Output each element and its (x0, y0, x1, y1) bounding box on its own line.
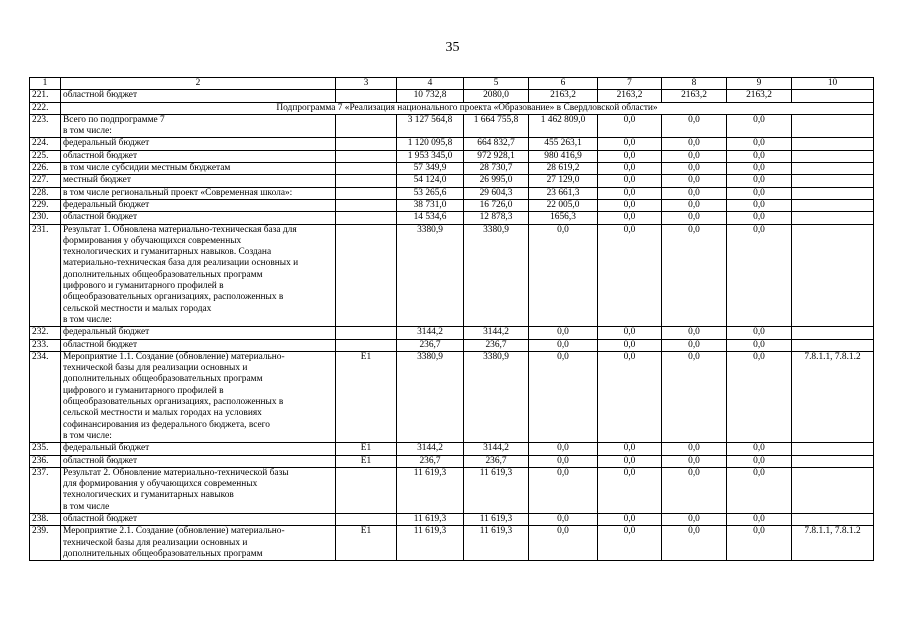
row-name: Результат 2. Обновление материально-технической базы для формирования у обучающихся современных технологических и гуманитарных навыков в том числе (61, 467, 336, 513)
value-cell: 28 619,2 (529, 163, 598, 175)
value-cell: 3380,9 (397, 224, 464, 327)
row-code (336, 114, 397, 138)
row-code: E1 (336, 455, 397, 467)
header-cell: 7 (598, 78, 662, 90)
row-number: 223. (30, 114, 61, 138)
value-cell: 0,0 (529, 467, 598, 513)
row-reference (792, 163, 874, 175)
row-number: 231. (30, 224, 61, 327)
value-cell: 0,0 (598, 212, 662, 224)
row-code (336, 150, 397, 162)
row-name: Мероприятие 2.1. Создание (обновление) материально- технической базы для реализации основных и дополнительных общеобразовательных программ (61, 526, 336, 561)
value-cell: 0,0 (598, 443, 662, 455)
row-name: областной бюджет (61, 150, 336, 162)
row-code (336, 224, 397, 327)
row-number: 235. (30, 443, 61, 455)
row-code (336, 212, 397, 224)
row-number: 237. (30, 467, 61, 513)
value-cell: 2163,2 (727, 90, 792, 102)
value-cell: 0,0 (662, 224, 727, 327)
value-cell: 16 726,0 (464, 199, 529, 211)
row-name: местный бюджет (61, 175, 336, 187)
value-cell: 664 832,7 (464, 138, 529, 150)
header-cell: 2 (61, 78, 336, 90)
row-name: областной бюджет (61, 339, 336, 351)
value-cell: 3144,2 (464, 327, 529, 339)
value-cell: 2080,0 (464, 90, 529, 102)
table-row (30, 351, 874, 442)
value-cell: 11 619,3 (464, 467, 529, 513)
value-cell: 0,0 (662, 467, 727, 513)
value-cell: 0,0 (598, 138, 662, 150)
value-cell: 0,0 (727, 467, 792, 513)
row-name: Результат 1. Обновлена материально-техническая база для формирования у обучающихся современных технологических и гуманитарных навыков. Создана материально-техническая база для реализации основных и дополнительных общеобразовательных программ цифрового и гуманитарного профилей в общеобразовательных организациях, расположенных в сельской местности и малых городах в том числе: (61, 224, 336, 327)
row-reference (792, 467, 874, 513)
value-cell: 0,0 (662, 339, 727, 351)
value-cell: 2163,2 (662, 90, 727, 102)
value-cell: 0,0 (598, 150, 662, 162)
value-cell: 28 730,7 (464, 163, 529, 175)
table-row (30, 455, 874, 467)
value-cell: 22 005,0 (529, 199, 598, 211)
value-cell: 1 462 809,0 (529, 114, 598, 138)
value-cell: 1 120 095,8 (397, 138, 464, 150)
header-cell: 6 (529, 78, 598, 90)
value-cell: 236,7 (397, 455, 464, 467)
table-row (30, 199, 874, 211)
row-number: 224. (30, 138, 61, 150)
value-cell: 0,0 (598, 224, 662, 327)
row-number: 229. (30, 199, 61, 211)
row-code (336, 467, 397, 513)
value-cell: 0,0 (662, 114, 727, 138)
row-reference: 7.8.1.1, 7.8.1.2 (792, 351, 874, 442)
value-cell: 3144,2 (464, 443, 529, 455)
row-number: 236. (30, 455, 61, 467)
row-reference (792, 187, 874, 199)
value-cell: 0,0 (529, 455, 598, 467)
value-cell: 0,0 (598, 339, 662, 351)
row-name: областной бюджет (61, 212, 336, 224)
row-code (336, 163, 397, 175)
header-cell: 1 (30, 78, 61, 90)
row-reference (792, 175, 874, 187)
table-row (30, 443, 874, 455)
header-cell: 8 (662, 78, 727, 90)
value-cell: 0,0 (727, 212, 792, 224)
row-number: 226. (30, 163, 61, 175)
value-cell: 0,0 (727, 187, 792, 199)
page-number: 35 (445, 40, 460, 55)
header-cell: 10 (792, 78, 874, 90)
table-row (30, 175, 874, 187)
table-row (30, 327, 874, 339)
value-cell: 1 664 755,8 (464, 114, 529, 138)
table-row (30, 90, 874, 102)
value-cell: 0,0 (662, 175, 727, 187)
row-number: 230. (30, 212, 61, 224)
value-cell: 980 416,9 (529, 150, 598, 162)
row-number: 233. (30, 339, 61, 351)
value-cell: 236,7 (464, 455, 529, 467)
table-row (30, 138, 874, 150)
value-cell: 0,0 (727, 351, 792, 442)
row-name: федеральный бюджет (61, 443, 336, 455)
row-reference (792, 212, 874, 224)
value-cell: 0,0 (662, 443, 727, 455)
value-cell: 0,0 (727, 150, 792, 162)
value-cell: 29 604,3 (464, 187, 529, 199)
value-cell: 57 349,9 (397, 163, 464, 175)
value-cell: 0,0 (529, 513, 598, 525)
row-name: в том числе субсидии местным бюджетам (61, 163, 336, 175)
row-number: 225. (30, 150, 61, 162)
row-reference (792, 455, 874, 467)
row-reference: 7.8.1.1, 7.8.1.2 (792, 526, 874, 561)
value-cell: 54 124,0 (397, 175, 464, 187)
table-row (30, 212, 874, 224)
value-cell: 0,0 (662, 327, 727, 339)
value-cell: 3380,9 (397, 351, 464, 442)
row-code (336, 138, 397, 150)
value-cell: 972 928,1 (464, 150, 529, 162)
value-cell: 11 619,3 (397, 513, 464, 525)
row-number: 228. (30, 187, 61, 199)
row-name: Мероприятие 1.1. Создание (обновление) материально- технической базы для реализации основных и дополнительных общеобразовательных программ цифрового и гуманитарного профилей в общеобразовательных организациях, расположенных в сельской местности и малых городах на условиях софинансирования из федерального бюджета, всего в том числе: (61, 351, 336, 442)
row-name: областной бюджет (61, 455, 336, 467)
table-row (30, 102, 874, 114)
value-cell: 0,0 (662, 455, 727, 467)
value-cell: 2163,2 (529, 90, 598, 102)
row-name: федеральный бюджет (61, 199, 336, 211)
value-cell: 0,0 (598, 327, 662, 339)
value-cell: 0,0 (727, 138, 792, 150)
value-cell: 0,0 (598, 455, 662, 467)
value-cell: 26 995,0 (464, 175, 529, 187)
value-cell: 0,0 (529, 443, 598, 455)
row-code (336, 175, 397, 187)
value-cell: 0,0 (598, 163, 662, 175)
header-cell: 9 (727, 78, 792, 90)
table-row (30, 339, 874, 351)
value-cell: 455 263,1 (529, 138, 598, 150)
value-cell: 0,0 (598, 187, 662, 199)
row-name: в том числе региональный проект «Современная школа»: (61, 187, 336, 199)
value-cell: 11 619,3 (397, 467, 464, 513)
row-name: Всего по подпрограмме 7 в том числе: (61, 114, 336, 138)
row-reference (792, 513, 874, 525)
row-code (336, 90, 397, 102)
value-cell: 38 731,0 (397, 199, 464, 211)
value-cell: 11 619,3 (397, 526, 464, 561)
value-cell: 23 661,3 (529, 187, 598, 199)
table-row (30, 150, 874, 162)
row-number: 239. (30, 526, 61, 561)
header-cell: 4 (397, 78, 464, 90)
value-cell: 0,0 (727, 443, 792, 455)
row-number: 227. (30, 175, 61, 187)
value-cell: 0,0 (598, 175, 662, 187)
value-cell: 0,0 (727, 327, 792, 339)
row-name: областной бюджет (61, 90, 336, 102)
table-row (30, 114, 874, 138)
value-cell: 0,0 (598, 351, 662, 442)
value-cell: 0,0 (662, 513, 727, 525)
row-name: федеральный бюджет (61, 327, 336, 339)
row-reference (792, 90, 874, 102)
value-cell: 0,0 (727, 175, 792, 187)
value-cell: 3380,9 (464, 351, 529, 442)
value-cell: 0,0 (598, 114, 662, 138)
value-cell: 2163,2 (598, 90, 662, 102)
value-cell: 11 619,3 (464, 513, 529, 525)
value-cell: 14 534,6 (397, 212, 464, 224)
value-cell: 0,0 (662, 163, 727, 175)
header-cell: 5 (464, 78, 529, 90)
value-cell: 0,0 (727, 526, 792, 561)
value-cell: 0,0 (662, 199, 727, 211)
row-code: E1 (336, 351, 397, 442)
value-cell: 0,0 (598, 467, 662, 513)
row-code (336, 199, 397, 211)
value-cell: 0,0 (529, 339, 598, 351)
value-cell: 0,0 (727, 513, 792, 525)
value-cell: 0,0 (727, 163, 792, 175)
table-row (30, 526, 874, 561)
row-code: E1 (336, 526, 397, 561)
value-cell: 236,7 (397, 339, 464, 351)
value-cell: 0,0 (727, 339, 792, 351)
value-cell: 0,0 (662, 351, 727, 442)
table-row (30, 187, 874, 199)
row-code (336, 339, 397, 351)
row-number: 234. (30, 351, 61, 442)
row-reference (792, 150, 874, 162)
value-cell: 0,0 (727, 114, 792, 138)
value-cell: 10 732,8 (397, 90, 464, 102)
value-cell: 0,0 (727, 199, 792, 211)
header-row (30, 78, 874, 90)
value-cell: 0,0 (662, 526, 727, 561)
row-reference (792, 138, 874, 150)
value-cell: 0,0 (662, 187, 727, 199)
row-number: 222. (30, 102, 61, 114)
value-cell: 0,0 (662, 138, 727, 150)
value-cell: 3380,9 (464, 224, 529, 327)
value-cell: 0,0 (598, 513, 662, 525)
value-cell: 11 619,3 (464, 526, 529, 561)
header-cell: 3 (336, 78, 397, 90)
row-reference (792, 339, 874, 351)
value-cell: 0,0 (529, 351, 598, 442)
row-reference (792, 327, 874, 339)
row-code (336, 187, 397, 199)
row-code (336, 327, 397, 339)
value-cell: 1 953 345,0 (397, 150, 464, 162)
table-body (30, 78, 874, 561)
row-name: федеральный бюджет (61, 138, 336, 150)
row-code: E1 (336, 443, 397, 455)
value-cell: 12 878,3 (464, 212, 529, 224)
value-cell: 0,0 (598, 199, 662, 211)
row-reference (792, 443, 874, 455)
row-number: 221. (30, 90, 61, 102)
value-cell: 1656,3 (529, 212, 598, 224)
budget-table (29, 77, 874, 561)
row-name: областной бюджет (61, 513, 336, 525)
value-cell: 0,0 (662, 150, 727, 162)
value-cell: 0,0 (662, 212, 727, 224)
table-row (30, 163, 874, 175)
row-reference (792, 199, 874, 211)
value-cell: 0,0 (529, 327, 598, 339)
value-cell: 53 265,6 (397, 187, 464, 199)
row-code (336, 513, 397, 525)
value-cell: 0,0 (529, 224, 598, 327)
table-row (30, 513, 874, 525)
value-cell: 0,0 (727, 455, 792, 467)
table-row (30, 224, 874, 327)
value-cell: 27 129,0 (529, 175, 598, 187)
table-row (30, 467, 874, 513)
value-cell: 3 127 564,8 (397, 114, 464, 138)
value-cell: 0,0 (529, 526, 598, 561)
value-cell: 3144,2 (397, 443, 464, 455)
value-cell: 236,7 (464, 339, 529, 351)
subprogram-title: Подпрограмма 7 «Реализация национального проекта «Образование» в Свердловской области» (61, 102, 874, 114)
row-number: 232. (30, 327, 61, 339)
row-reference (792, 224, 874, 327)
value-cell: 3144,2 (397, 327, 464, 339)
row-reference (792, 114, 874, 138)
row-number: 238. (30, 513, 61, 525)
value-cell: 0,0 (598, 526, 662, 561)
value-cell: 0,0 (727, 224, 792, 327)
